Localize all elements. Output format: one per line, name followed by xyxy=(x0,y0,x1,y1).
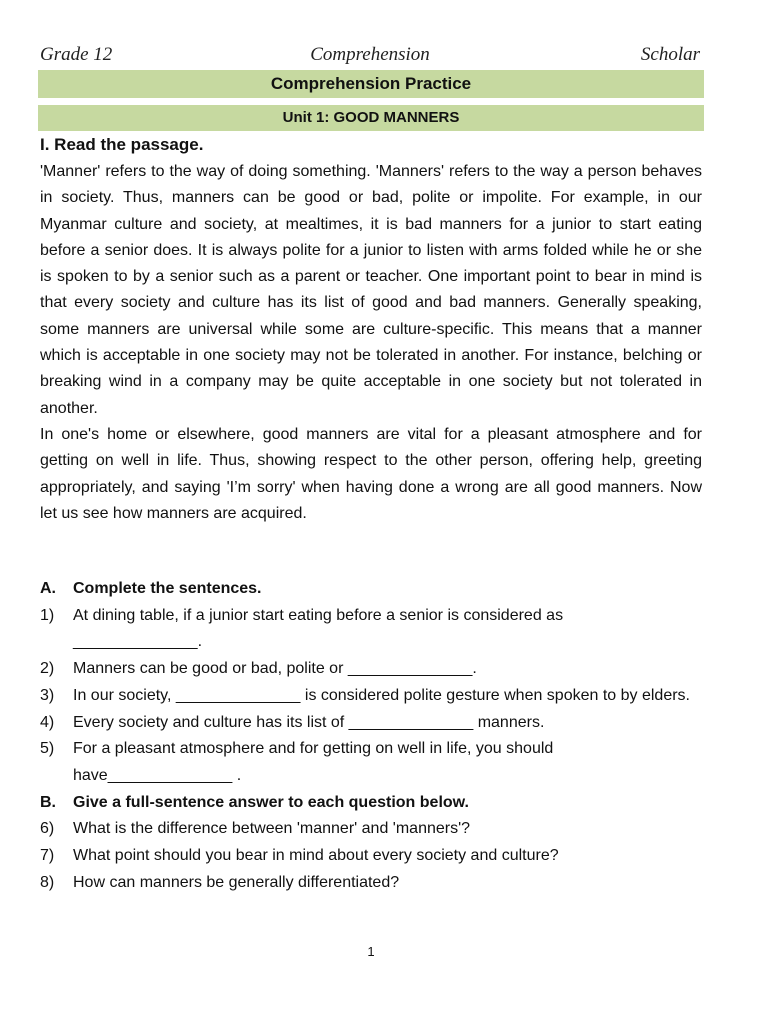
question-text: Every society and culture has its list of ______________ manners. xyxy=(73,713,545,731)
question-number: 1) xyxy=(40,606,55,624)
question-item xyxy=(40,843,702,870)
section-b-heading xyxy=(40,790,702,817)
question-text: For a pleasant atmosphere and for getting on well in life, you should xyxy=(73,740,554,758)
question-text: What point should you bear in mind about every society and culture? xyxy=(73,847,559,865)
page-number: 1 xyxy=(367,944,375,959)
section-a-label: A. xyxy=(40,580,56,597)
question-text: What is the difference between 'manner' and 'manners'? xyxy=(73,820,471,838)
page-title: Comprehension Practice xyxy=(38,70,704,98)
question-item xyxy=(40,870,702,897)
question-number: 3) xyxy=(40,686,55,704)
passage-paragraph-2: In one's home or elsewhere, good manners are vital for a pleasant atmosphere and for getting on well in life. Thus, showing respect to the other person, offering help, greeting appropriately, and saying 'I’m sorry' when having done a wrong are all good manners. Now let us see how manners are acquired. xyxy=(40,425,702,522)
section-a-title: Complete the sentences. xyxy=(73,580,262,597)
passage-paragraph-1: 'Manner' refers to the way of doing something. 'Manners' refers to the way a person behaves in society. Thus, manners can be good or bad, polite or impolite. For example, in our Myanmar culture and society, at mealtimes, it is bad manners for a junior to start eating before a senior does. It is always polite for a junior to listen with arms folded while he or she is spoken to by a senior such as a parent or teacher. One important point to bear in mind is that every society and culture has its list of good and bad manners. Generally speaking, some manners are universal while some are culture-specific. This means that a manner which is acceptable in one society may not be tolerated in another. For instance, belching or breaking wind in a company may be quite acceptable in one society but not tolerated in another. xyxy=(40,163,702,417)
page-header xyxy=(40,44,700,70)
question-item xyxy=(40,656,702,683)
answer-blank-line: ______________. xyxy=(73,633,203,651)
question-item xyxy=(40,603,702,656)
section-b-title: Give a full-sentence answer to each question below. xyxy=(73,793,469,811)
question-number: 8) xyxy=(40,873,55,891)
question-number: 5) xyxy=(40,740,55,758)
header-publisher: Scholar xyxy=(640,44,700,65)
question-text: At dining table, if a junior start eating before a senior is considered as xyxy=(73,606,564,624)
section-a-heading xyxy=(40,576,702,603)
question-item xyxy=(40,816,702,843)
question-text: How can manners be generally differentiated? xyxy=(73,873,400,891)
exercises xyxy=(40,576,702,896)
question-text: In our society, ______________ is considered polite gesture when spoken to by elders. xyxy=(73,686,690,704)
section-heading: I. Read the passage. xyxy=(40,135,204,154)
reading-passage xyxy=(40,159,702,527)
question-item xyxy=(40,710,702,737)
answer-blank-line: have______________ . xyxy=(73,766,242,784)
question-text: Manners can be good or bad, polite or ______________. xyxy=(73,660,477,678)
question-number: 7) xyxy=(40,847,55,865)
unit-title: Unit 1: GOOD MANNERS xyxy=(38,105,704,131)
question-item xyxy=(40,683,702,710)
question-number: 6) xyxy=(40,820,55,838)
header-grade: Grade 12 xyxy=(40,44,113,65)
section-b-label: B. xyxy=(40,793,56,811)
question-number: 4) xyxy=(40,713,55,731)
header-subject: Comprehension xyxy=(310,44,430,65)
question-number: 2) xyxy=(40,660,55,678)
question-item xyxy=(40,736,702,789)
